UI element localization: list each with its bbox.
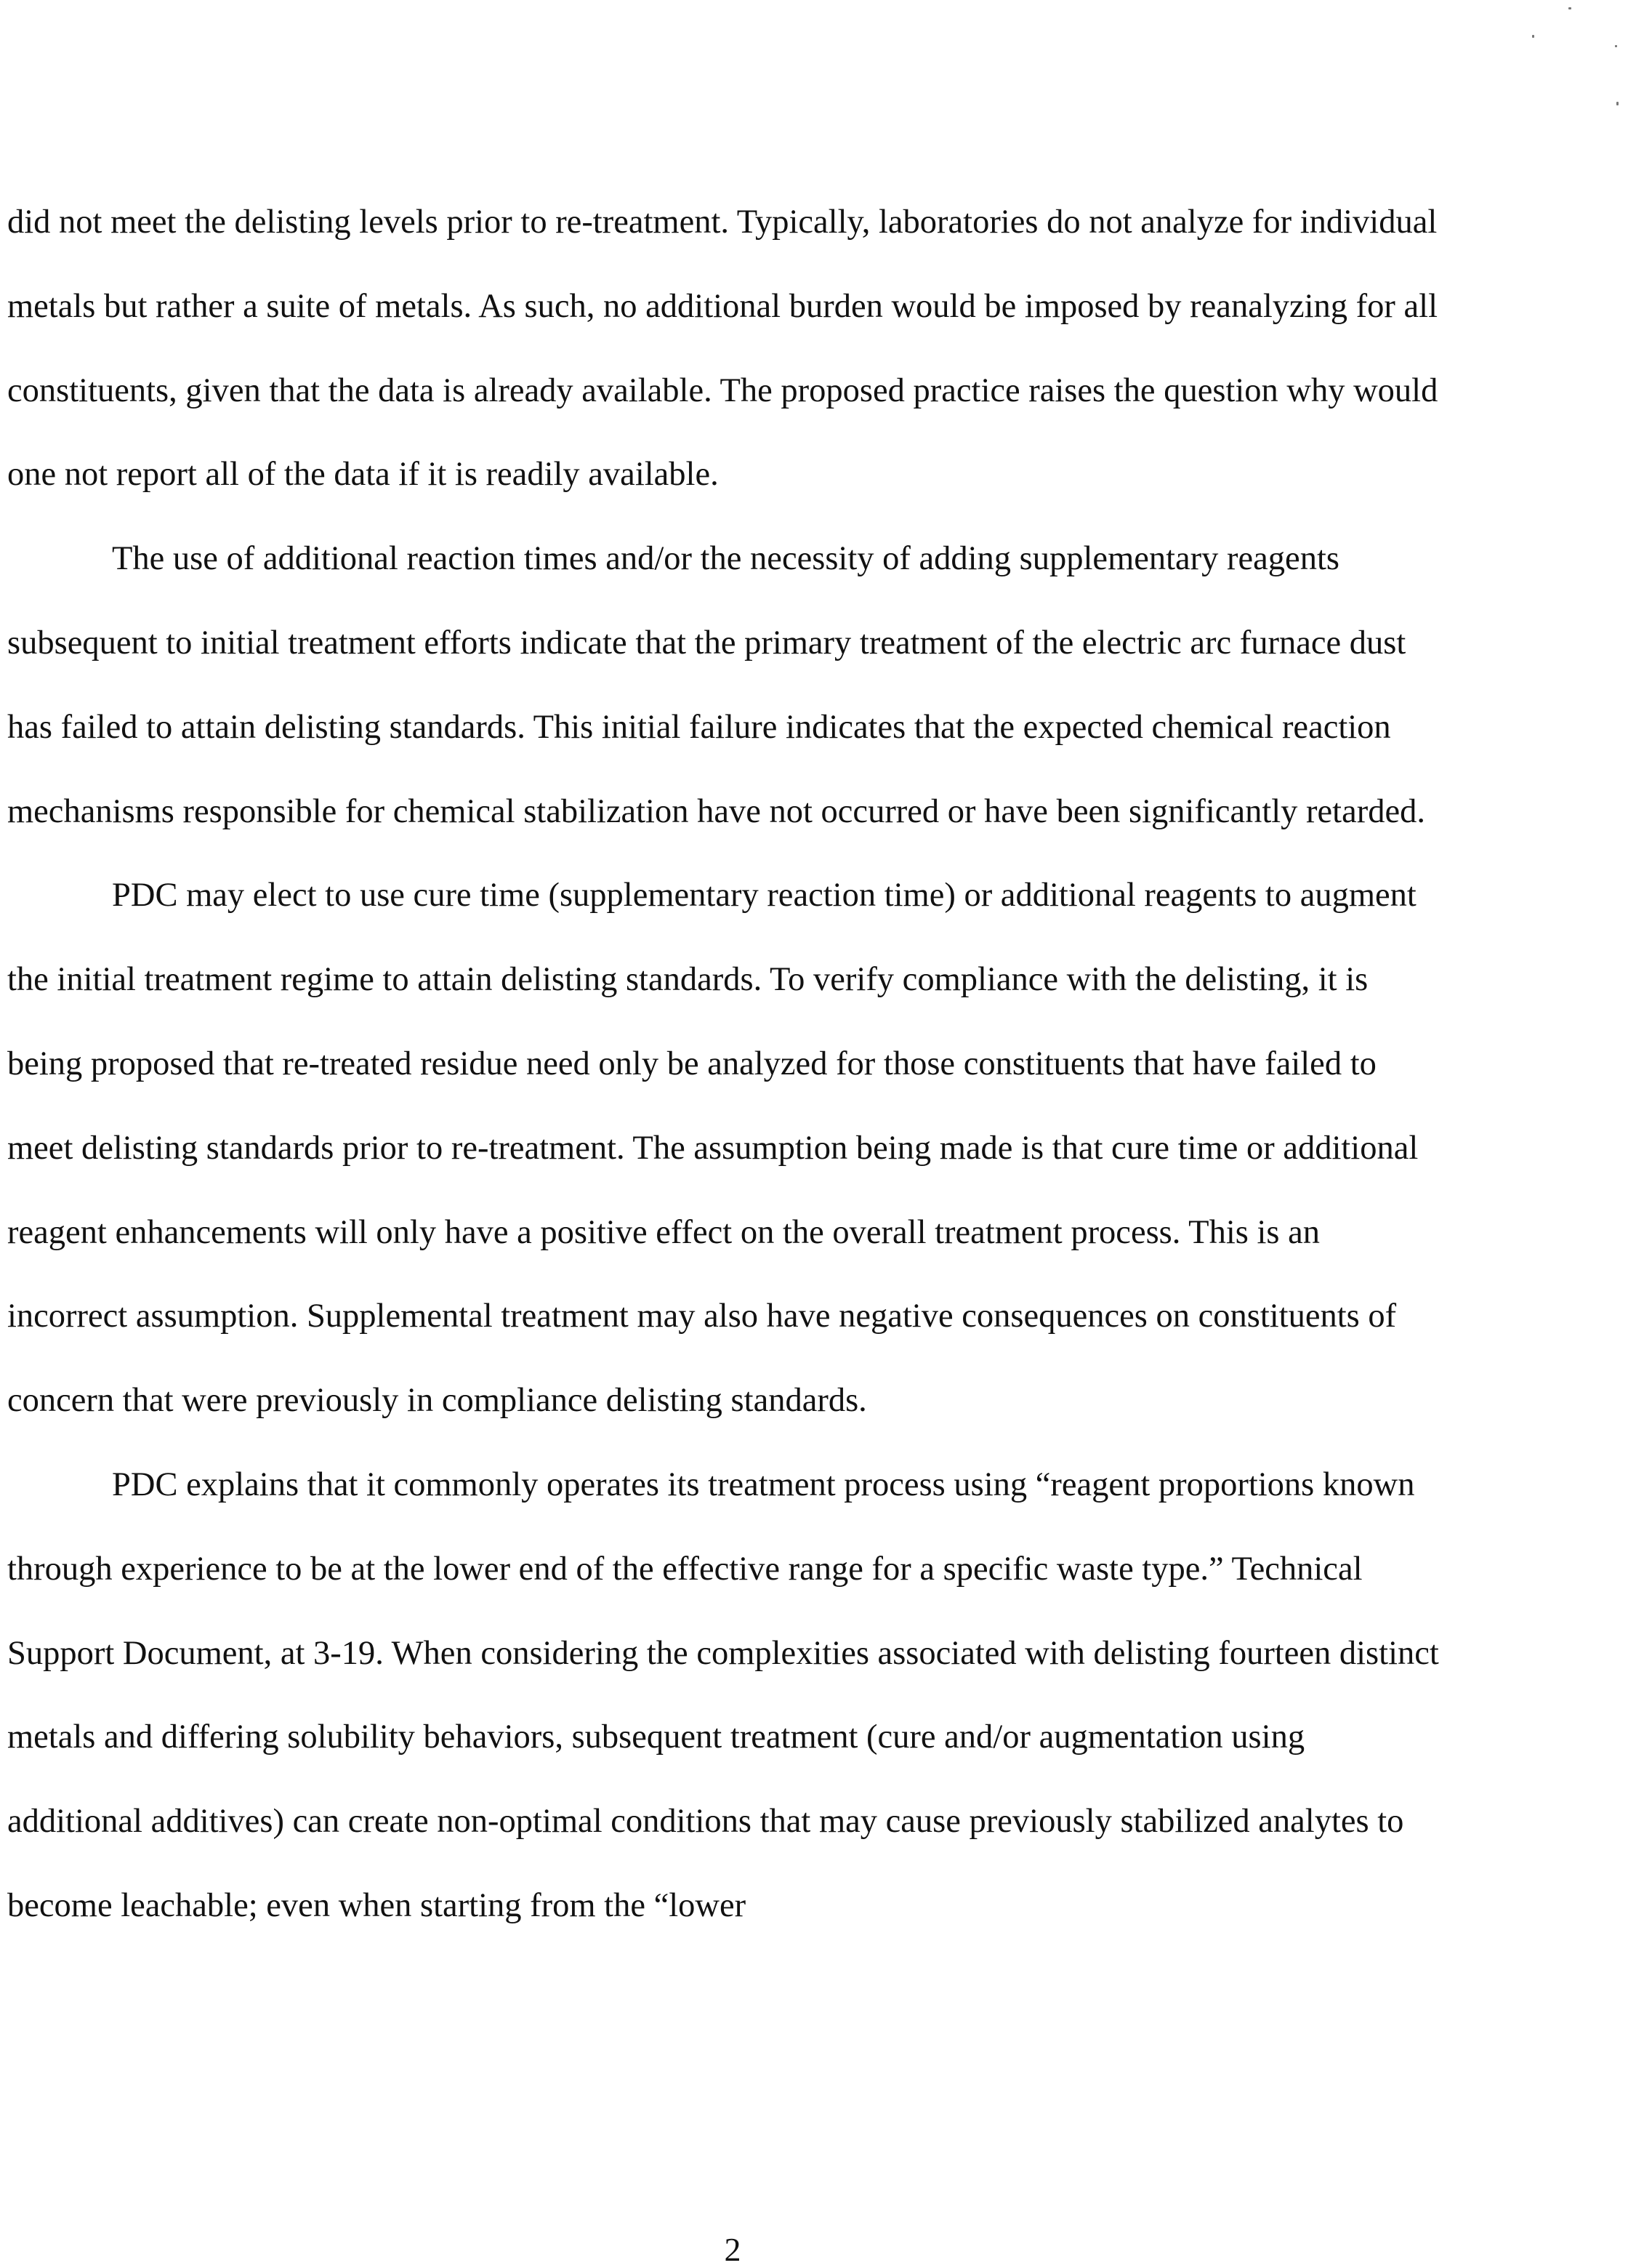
document-body <box>7 180 1443 1948</box>
page-number: 2 <box>724 2231 741 2268</box>
scan-speck <box>1568 7 1571 9</box>
paragraph-cure-time: PDC may elect to use cure time (supplementary reaction time) or additional reagents to augment the initial treatment regime to attain delisting standards. To verify compliance with the delisting, it is being proposed that re-treated residue need only be analyzed for those constituents that have failed to meet delisting standards prior to re-treatment. The assumption being made is that cure time or additional reagent enhancements will only have a positive effect on the overall treatment process. This is an incorrect assumption. Supplemental treatment may also have negative consequences on constituents of concern that were previously in compliance delisting standards. <box>7 877 1419 1420</box>
paragraph-reagent-proportions: PDC explains that it commonly operates its treatment process using “reagent proportions known through experience to be at the lower end of the effective range for a specific waste type.” Technical Support Document, at 3-19. When considering the complexities associated with delisting fourteen distinct metals and differing solubility behaviors, subsequent treatment (cure and/or augmentation using additional additives) can create non-optimal conditions that may cause previously stabilized analytes to become leachable; even when starting from the “lower <box>7 1465 1439 1924</box>
scan-speck <box>1532 35 1534 38</box>
scan-speck <box>1616 102 1619 105</box>
paragraph-reaction-times: The use of additional reaction times and/or the necessity of adding supplementary reagents subsequent to initial treatment efforts indicate that the primary treatment of the electric arc furnace dust has failed to attain delisting standards. This initial failure indicates that the expected chemical reaction mechanisms responsible for chemical stabilization have not occurred or have been significantly retarded. <box>7 540 1425 830</box>
paragraph-continuation: did not meet the delisting levels prior to re-treatment. Typically, laboratories do not analyze for individual metals but rather a suite of metals. As such, no additional burden would be imposed by reanalyzing for all constituents, given that the data is already available. The proposed practice raises the question why would one not report all of the data if it is readily available. <box>7 204 1438 494</box>
scan-speck <box>1615 45 1617 47</box>
